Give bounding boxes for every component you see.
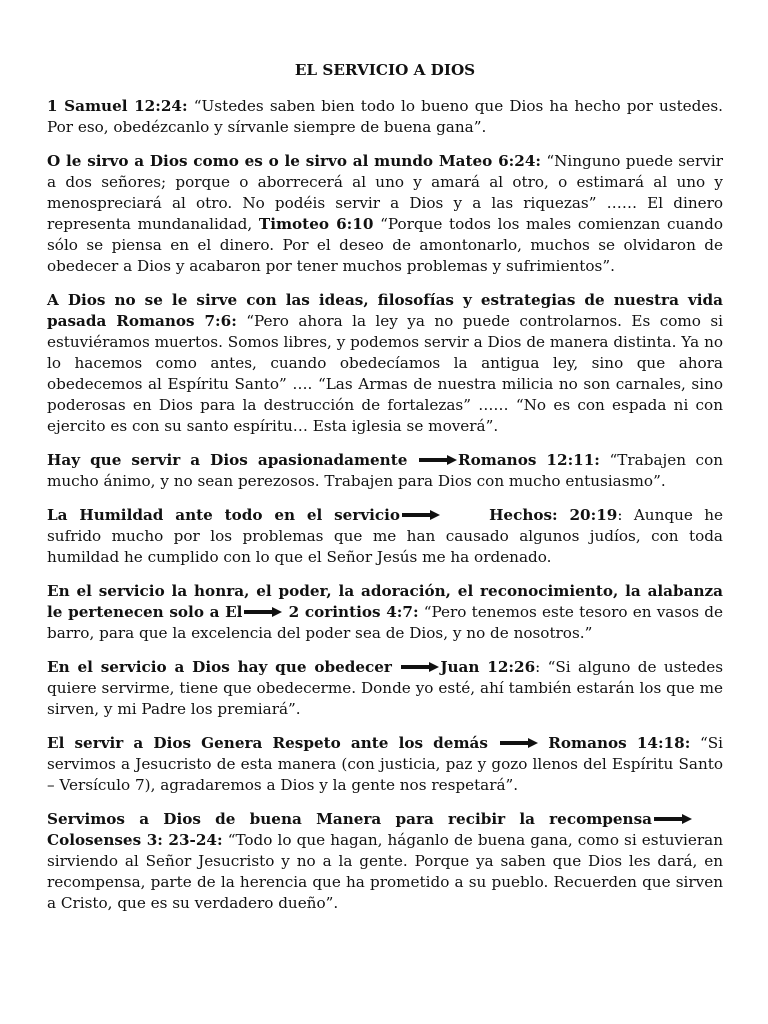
right-arrow-icon [500,738,538,748]
paragraph-mateo [47,151,723,277]
document-title: EL SERVICIO A DIOS [294,61,476,79]
paragraph-heading: La Humildad ante todo en el servicio [47,506,401,524]
paragraph-text: “Ustedes saben bien todo lo bueno que Dios ha hecho por ustedes. Por eso, obedézcanlo y sírvanle siempre de buena gana”. [47,97,723,136]
scripture-reference: Romanos 14:18: [548,734,691,752]
document-page [47,60,723,927]
paragraph-text: : Aunque he sufrido mucho por los problemas que me han causado algunos judíos, con toda humildad he cumplido con lo que el Señor Jesús me ha ordenado. [47,506,723,566]
right-arrow-icon [654,814,692,824]
paragraph-heading: A Dios no se le sirve con las ideas, filosofías y estrategias de nuestra vida pasada Romanos 7:6: [47,291,723,330]
paragraph-hechos [47,505,723,568]
scripture-reference: Juan 12:26 [440,658,536,676]
paragraph-heading: En el servicio a Dios hay que obedecer [47,658,392,676]
scripture-reference: Hechos: 20:19 [489,506,618,524]
paragraph-heading: O le sirvo a Dios como es o le sirvo al mundo Mateo 6:24: [47,152,541,170]
paragraph-text: “Todo lo que hagan, háganlo de buena gana, como si estuvieran sirviendo al Señor Jesucristo y no a la gente. Porque ya saben que Dios les dará, en recompensa, parte de la herencia que ha prometido a su pueblo. Recuerden que sirven a Cristo, que es su verdadero dueño”. [47,831,723,912]
paragraph-text: “Porque todos los males comienzan cuando sólo se piensa en el dinero. Por el deseo de amontonarlo, muchos se olvidaron de obedecer a Dios y acabaron por tener muchos problemas y sufrimientos”. [47,215,723,275]
scripture-reference: Romanos 12:11: [458,451,600,469]
paragraph-heading: Hay que servir a Dios apasionadamente [47,451,408,469]
scripture-reference: 2 corintios 4:7: [288,603,419,621]
scripture-reference: Colosenses 3: 23-24: [47,831,223,849]
paragraph-romanos-7 [47,290,723,437]
paragraph-corintios [47,581,723,644]
paragraph-text: “Trabajen con mucho ánimo, y no sean perezosos. Trabajen para Dios con mucho entusiasmo”. [47,451,723,490]
paragraph-text: “Si servimos a Jesucristo de esta manera (con justicia, paz y gozo llenos del Espíritu Santo – Versículo 7), agradaremos a Dios y la gente nos respetará”. [47,734,724,794]
paragraph-text: : “Si alguno de ustedes quiere servirme, tiene que obedecerme. Donde yo esté, ahí también estarán los que me sirven, y mi Padre los premiará”. [47,658,723,718]
paragraph-text: “Pero tenemos este tesoro en vasos de barro, para que la excelencia del poder sea de Dios, y no de nosotros.” [47,603,724,642]
paragraph-heading: Servimos a Dios de buena Manera para recibir la recompensa [47,810,652,828]
right-arrow-icon [419,455,457,465]
paragraph-romanos-12 [47,450,723,492]
paragraph-colosenses [47,809,723,914]
paragraph-1-samuel [47,96,723,138]
paragraph-text: “Pero ahora la ley ya no puede controlarnos. Es como si estuviéramos muertos. Somos libres, y podemos servir a Dios de manera distinta. Ya no lo hacemos como antes, cuando obedecíamos la antigua ley, sino que ahora obedecemos al Espíritu Santo” …. “Las Armas de nuestra milicia no son carnales, sino poderosas en Dios para la destrucción de fortalezas” …… “No es con espada ni con ejercito es con su santo espíritu… Esta iglesia se moverá”. [47,312,723,435]
paragraph-text: “Ninguno puede servir a dos señores; porque o aborrecerá al uno y amará al otro, o estimará al uno y menospreciará al otro. No podéis servir a Dios y a las riquezas” …… El dinero representa mundanalidad, [47,152,724,233]
paragraph-romanos-14 [47,733,723,796]
right-arrow-icon [244,607,282,617]
scripture-reference: Timoteo 6:10 [258,215,374,233]
paragraph-heading: En el servicio la honra, el poder, la adoración, el reconocimiento, la alabanza le pertenecen solo a El [47,582,723,621]
right-arrow-icon [401,662,439,672]
scripture-reference: 1 Samuel 12:24: [47,97,188,115]
paragraph-heading: El servir a Dios Genera Respeto ante los demás [47,734,488,752]
paragraph-juan [47,657,723,720]
right-arrow-icon [402,510,440,520]
